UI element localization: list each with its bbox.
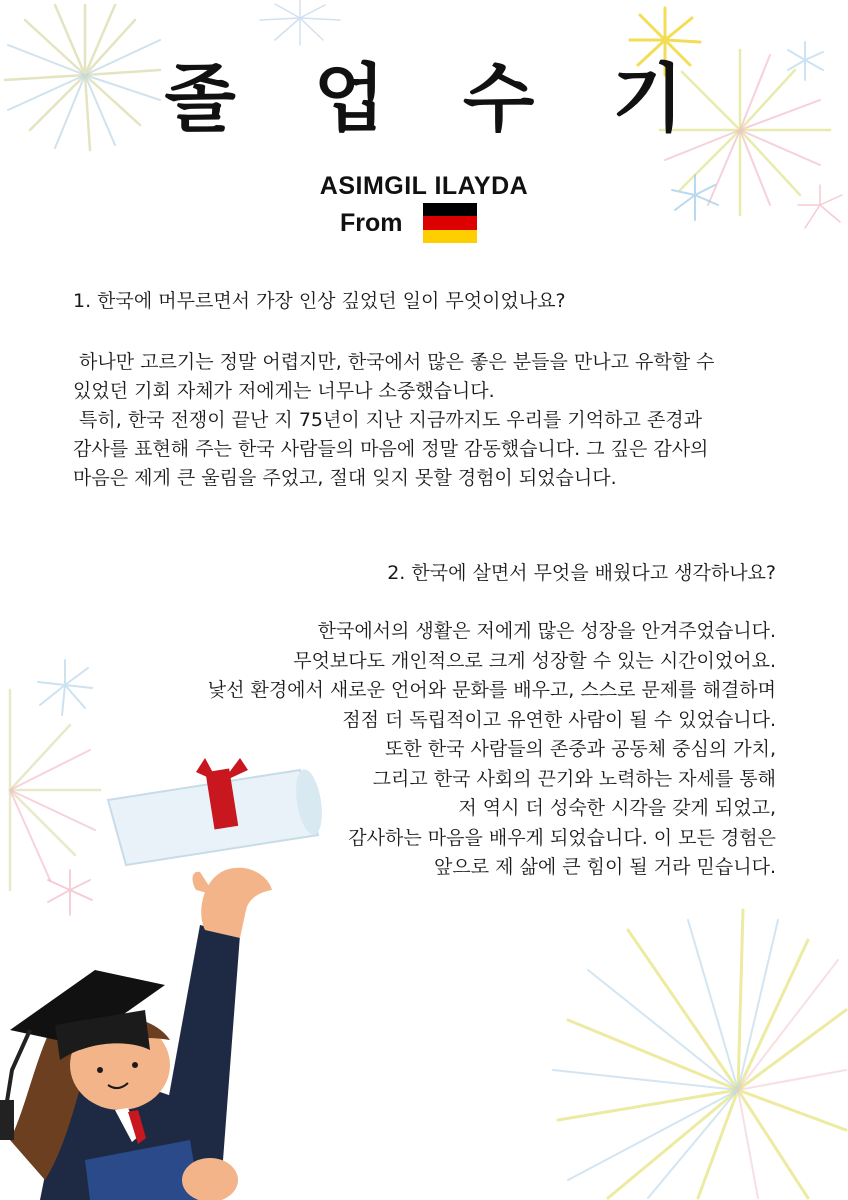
answer-1-line: 감사를 표현해 주는 한국 사람들의 마음에 정말 감동했습니다. 그 깊은 감사의 xyxy=(73,438,709,460)
firework-bottom-right xyxy=(548,900,848,1200)
answer-1 xyxy=(73,348,773,493)
question-1: 1. 한국에 머무르면서 가장 인상 깊었던 일이 무엇이었나요? xyxy=(73,290,566,312)
page-title: 졸 업 수 기 xyxy=(164,56,710,142)
answer-1-line: 있었던 기회 자체가 저에게는 너무나 소중했습니다. xyxy=(73,380,495,402)
answer-2-line: 그리고 한국 사회의 끈기와 노력하는 자세를 통해 xyxy=(372,767,776,790)
firework-top-center xyxy=(255,0,345,50)
germany-flag-icon xyxy=(423,203,477,243)
answer-2-line: 또한 한국 사람들의 존중과 공동체 중심의 가치, xyxy=(384,738,776,760)
answer-2-line: 낯선 환경에서 새로운 언어와 문화를 배우고, 스스로 문제를 해결하며 xyxy=(207,679,776,701)
answer-1-line: 하나만 고르기는 정말 어렵지만, 한국에서 많은 좋은 분들을 만나고 유학할 수 xyxy=(73,351,715,373)
origin-row xyxy=(340,203,477,243)
answer-1-line: 특히, 한국 전쟁이 끝난 지 75년이 지난 지금까지도 우리를 기억하고 존경과 xyxy=(73,409,702,431)
answer-2-line: 한국에서의 생활은 저에게 많은 성장을 안겨주었습니다. xyxy=(317,620,776,642)
answer-2-line: 감사하는 마음을 배우게 되었습니다. 이 모든 경험은 xyxy=(348,826,776,849)
flag-stripe xyxy=(423,230,477,243)
flag-stripe xyxy=(423,203,477,216)
question-2: 2. 한국에 살면서 무엇을 배웠다고 생각하나요? xyxy=(387,562,776,584)
flag-stripe xyxy=(423,216,477,229)
answer-1-line: 마음은 제게 큰 울림을 주었고, 절대 잊지 못할 경험이 되었습니다. xyxy=(73,467,617,489)
answer-2-line: 무엇보다도 개인적으로 크게 성장할 수 있는 시간이었어요. xyxy=(293,649,776,672)
author-name: ASIMGIL ILAYDA xyxy=(319,172,529,200)
from-label: From xyxy=(340,208,403,237)
answer-2 xyxy=(208,617,776,883)
answer-2-line: 점점 더 독립적이고 유연한 사람이 될 수 있었습니다. xyxy=(342,708,776,731)
answer-2-line: 저 역시 더 성숙한 시각을 갖게 되었고, xyxy=(458,797,776,819)
answer-2-line: 앞으로 제 삶에 큰 힘이 될 거라 믿습니다. xyxy=(434,856,776,878)
